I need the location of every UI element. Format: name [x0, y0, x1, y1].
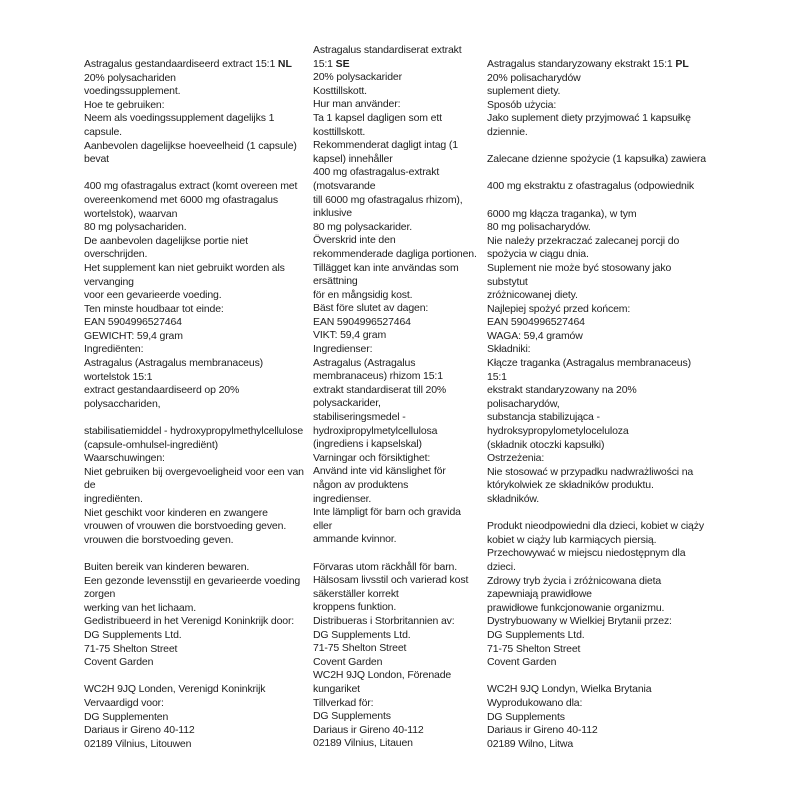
label-text-line: Astragalus (Astragalus membranaceus) — [84, 357, 264, 370]
label-text-line: för en mångsidig kost. — [313, 288, 413, 301]
label-text-line: Covent Garden — [487, 656, 557, 669]
label-text-line: Bäst före slutet av dagen: — [313, 302, 429, 315]
label-text-line: Covent Garden — [84, 656, 154, 669]
label-text-line: stabiliseringsmedel - — [313, 411, 406, 424]
label-text-line: (capsule-omhulsel-ingrediënt) — [84, 438, 218, 451]
label-text-line: dziennie. — [487, 125, 528, 138]
label-column-se — [313, 44, 477, 751]
label-text-line: Wyprodukowano dla: — [487, 696, 583, 709]
label-text-line: 20% polysachariden — [84, 71, 176, 84]
label-text-line: Zalecane dzienne spożycie (1 kapsułka) zawiera — [487, 153, 706, 166]
label-text-line — [84, 167, 304, 181]
label-text-line: (motsvarande — [313, 179, 376, 192]
label-text-line: Dariaus ir Gireno 40-112 — [313, 723, 424, 736]
label-text-line: extract gestandaardiseerd op 20% — [84, 384, 240, 397]
label-text-line: kosttillskott. — [313, 125, 366, 138]
label-text-line: voor een gevarieerde voeding. — [84, 289, 222, 302]
label-text-line: Hur man använder: — [313, 98, 401, 111]
label-text-line: DG Supplements Ltd. — [313, 628, 411, 641]
label-text-line: (składnik otoczki kapsułki) — [487, 438, 605, 451]
label-text-line: vrouwen of vrouwen die borstvoeding geven. — [84, 520, 287, 533]
label-text-line: vervanging — [84, 275, 134, 288]
label-text-line: ingredienser. — [313, 492, 372, 505]
label-column-pl — [487, 58, 706, 751]
label-text-line: DG Supplements — [487, 710, 565, 723]
label-text-line: 15:1 SE — [313, 57, 350, 70]
label-text-line: DG Supplementen — [84, 710, 169, 723]
label-text-line: Składniki: — [487, 343, 531, 356]
label-text-line: WAGA: 59,4 gramów — [487, 329, 583, 342]
label-text-line: 80 mg polysackarider. — [313, 220, 412, 233]
label-text-line: 400 mg ofastragalus extract (komt overeen met — [84, 180, 298, 193]
label-text-line: Ten minste houdbaar tot einde: — [84, 302, 224, 315]
label-text-line: werking van het lichaam. — [84, 601, 196, 614]
label-text-line: WC2H 9JQ Londyn, Wielka Brytania — [487, 683, 652, 696]
label-text-line: overeenkomend met 6000 mg ofastragalus — [84, 193, 278, 206]
label-text-line: składników. — [487, 493, 540, 505]
label-text-line: 20% polisacharydów — [487, 71, 581, 84]
label-text-line — [487, 140, 706, 154]
label-text-line — [84, 411, 304, 425]
label-text-line: substancja stabilizująca - — [487, 411, 600, 424]
label-text-line: Astragalus standaryzowany ekstrakt 15:1 PL — [487, 58, 689, 70]
label-text-line: kroppens funktion. — [313, 601, 397, 614]
label-text-line: WC2H 9JQ Londen, Verenigd Koninkrijk — [84, 683, 266, 696]
label-text-line: spożycia w ciągu dnia. — [487, 248, 589, 261]
label-text-line: Varningar och försiktighet: — [313, 451, 431, 464]
label-text-line: GEWICHT: 59,4 gram — [84, 329, 183, 342]
label-text-line: till 6000 mg ofastragalus rhizom), — [313, 193, 463, 206]
label-text-line: Astragalus gestandaardiseerd extract 15:1 NL — [84, 58, 292, 70]
label-text-line: hydroksypropylometyloceluloza — [487, 425, 629, 438]
label-text-line: Förvaras utom räckhåll för barn. — [313, 560, 458, 573]
label-text-line: Zdrowy tryb życia i zróżnicowana dieta — [487, 574, 662, 587]
label-text-line: rekommenderade dagliga portionen. — [313, 247, 477, 260]
label-text-line: De aanbevolen dagelijkse portie niet — [84, 234, 248, 247]
label-text-line: zapewniają prawidłowe — [487, 588, 592, 601]
label-text-line: Inte lämpligt för barn och gravida — [313, 506, 461, 519]
label-text-line — [84, 547, 304, 561]
label-text-line: ammande kvinnor. — [313, 533, 397, 546]
label-text-line: 20% polysackarider — [313, 71, 402, 84]
language-code-badge: NL — [277, 58, 292, 70]
label-text-line: Ingredienser: — [313, 343, 373, 356]
label-text-line: Sposób użycia: — [487, 98, 557, 111]
label-text-line: ersättning — [313, 275, 358, 288]
label-text-line: Niet geschikt voor kinderen en zwangere — [84, 506, 268, 519]
label-text-line: Een gezonde levensstijl en gevarieerde voeding — [84, 574, 301, 587]
label-text-line: hydroxipropylmetylcellulosa — [313, 424, 438, 437]
label-text-line: Dystrybuowany w Wielkiej Brytanii przez: — [487, 615, 672, 628]
label-text-line: polysackarider, — [313, 397, 381, 410]
label-text-line — [487, 507, 706, 521]
label-text-line: extrakt standardiserat till 20% — [313, 383, 447, 396]
label-text-line: Covent Garden — [313, 655, 383, 668]
label-text-line: kobiet w ciąży lub karmiących piersią. — [487, 533, 657, 546]
label-text-line: vrouwen die borstvoeding geven. — [84, 533, 234, 546]
label-text-line: Astragalus (Astragalus — [313, 356, 416, 369]
label-text-line: prawidłowe funkcjonowanie organizmu. — [487, 601, 665, 614]
label-text-line: Ingrediënten: — [84, 343, 144, 356]
label-text-line: inklusive — [313, 207, 352, 220]
language-code-badge: PL — [675, 58, 689, 70]
label-text-line: ekstrakt standaryzowany na 20% — [487, 384, 637, 397]
label-text-line — [487, 670, 706, 684]
label-text-line: Neem als voedingssupplement dagelijks 1 — [84, 112, 275, 125]
label-text-line: någon av produktens — [313, 479, 409, 491]
label-text-line: wortelstok 15:1 — [84, 370, 153, 383]
label-text-line: Produkt nieodpowiedni dla dzieci, kobiet w ciąży — [487, 520, 704, 533]
label-text-line: Suplement nie może być stosowany jako — [487, 261, 672, 274]
label-text-line: 02189 Vilnius, Litouwen — [84, 737, 192, 750]
label-text-line: DG Supplements Ltd. — [84, 628, 182, 641]
label-text-line: 6000 mg kłącza traganka), w tym — [487, 207, 637, 220]
label-text-line: polisacharydów, — [487, 397, 560, 410]
label-text-line: de — [84, 479, 96, 492]
label-text-line: którykolwiek ze składników produktu. — [487, 479, 654, 492]
label-text-line: Dariaus ir Gireno 40-112 — [487, 724, 598, 737]
label-text-line: Jako suplement diety przyjmować 1 kapsułkę — [487, 112, 691, 125]
label-text-line: Rekommenderat dagligt intag (1 — [313, 139, 458, 152]
label-text-line: Hoe te gebruiken: — [84, 98, 165, 111]
label-text-line: Distribueras i Storbritannien av: — [313, 614, 455, 627]
label-text-line: 71-75 Shelton Street — [313, 642, 407, 655]
label-text-line: 400 mg ofastragalus-extrakt — [313, 166, 440, 179]
label-text-line: kapsel) innehåller — [313, 152, 393, 165]
label-text-line: Het supplement kan niet gebruikt worden als — [84, 261, 285, 274]
label-text-line: Gedistribueerd in het Verenigd Koninkrijk door: — [84, 615, 295, 628]
label-text-line: EAN 5904996527464 — [313, 315, 411, 328]
label-text-line: Tillägget kan inte användas som — [313, 261, 459, 274]
label-text-line: DG Supplements Ltd. — [487, 628, 585, 641]
label-text-line: Ta 1 kapsel dagligen som ett — [313, 111, 442, 124]
label-text-line: zróżnicowanej diety. — [487, 289, 578, 302]
label-text-line: Tillverkad för: — [313, 696, 374, 709]
label-text-line: overschrijden. — [84, 248, 148, 261]
label-text-line: kungariket — [313, 682, 360, 695]
label-text-line: Waarschuwingen: — [84, 452, 165, 465]
label-text-line: Przechowywać w miejscu niedostępnym dla — [487, 547, 686, 560]
label-text-line: EAN 5904996527464 — [487, 316, 585, 329]
label-text-line: DG Supplements — [313, 710, 391, 723]
label-text-line — [84, 670, 304, 684]
label-text-line: Använd inte vid känslighet för — [313, 465, 446, 478]
label-text-line: Nie stosować w przypadku nadwrażliwości na — [487, 465, 694, 478]
label-text-line: substytut — [487, 275, 528, 288]
label-text-line: eller — [313, 519, 333, 532]
label-text-line: Hälsosam livsstil och varierad kost — [313, 574, 469, 587]
label-text-line: ingrediënten. — [84, 493, 143, 505]
label-text-line: dzieci. — [487, 560, 516, 573]
label-text-line: Astragalus standardiserat extrakt — [313, 44, 462, 56]
label-text-line: VIKT: 59,4 gram — [313, 329, 387, 342]
label-text-line: polysacchariden, — [84, 397, 161, 410]
label-text-line: capsule. — [84, 125, 122, 138]
label-text-line: Kłącze traganka (Astragalus membranaceus) — [487, 357, 691, 370]
label-text-line: bevat — [84, 153, 109, 166]
label-text-line: stabilisatiemiddel - hydroxypropylmethylcellulose — [84, 425, 304, 438]
label-text-line: 15:1 — [487, 370, 507, 383]
label-text-line: 80 mg polysachariden. — [84, 221, 187, 234]
label-text-line: Överskrid inte den — [313, 234, 396, 247]
label-text-line — [487, 167, 706, 181]
label-text-line: EAN 5904996527464 — [84, 316, 182, 329]
label-text-line: Niet gebruiken bij overgevoeligheid voor een van — [84, 465, 304, 478]
label-text-line: Vervaardigd voor: — [84, 696, 164, 709]
label-text-line: Buiten bereik van kinderen bewaren. — [84, 560, 250, 573]
label-text-line: 02189 Vilnius, Litauen — [313, 737, 413, 750]
label-text-line: Aanbevolen dagelijkse hoeveelheid (1 capsule) — [84, 139, 297, 152]
label-text-line: 71-75 Shelton Street — [487, 642, 581, 655]
label-text-line — [487, 194, 706, 208]
label-column-nl — [84, 58, 304, 751]
label-text-line: voedingssupplement. — [84, 85, 181, 98]
label-text-line: Ostrzeżenia: — [487, 452, 545, 465]
language-code-badge: SE — [335, 57, 350, 70]
label-text-line: WC2H 9JQ London, Förenade — [313, 669, 452, 682]
label-text-line: 80 mg polisacharydów. — [487, 221, 591, 234]
label-text-line: suplement diety. — [487, 85, 561, 98]
label-text-line: 400 mg ekstraktu z ofastragalus (odpowiednik — [487, 180, 695, 193]
label-text-line: 71-75 Shelton Street — [84, 642, 178, 655]
label-text-line — [313, 547, 477, 561]
label-text-line: membranaceus) rhizom 15:1 — [313, 370, 443, 383]
label-text-line: zorgen — [84, 588, 116, 601]
label-text-line: säkerställer korrekt — [313, 587, 399, 600]
label-text-line: (ingrediens i kapselskal) — [313, 438, 422, 451]
label-text-line: Nie należy przekraczać zalecanej porcji do — [487, 234, 680, 247]
label-text-line: Najlepiej spożyć przed końcem: — [487, 302, 631, 315]
label-text-line: wortelstok), waarvan — [84, 207, 178, 220]
label-text-line: Dariaus ir Gireno 40-112 — [84, 724, 195, 737]
label-text-line: Kosttillskott. — [313, 84, 367, 97]
label-text-line: 02189 Wilno, Litwa — [487, 737, 574, 750]
